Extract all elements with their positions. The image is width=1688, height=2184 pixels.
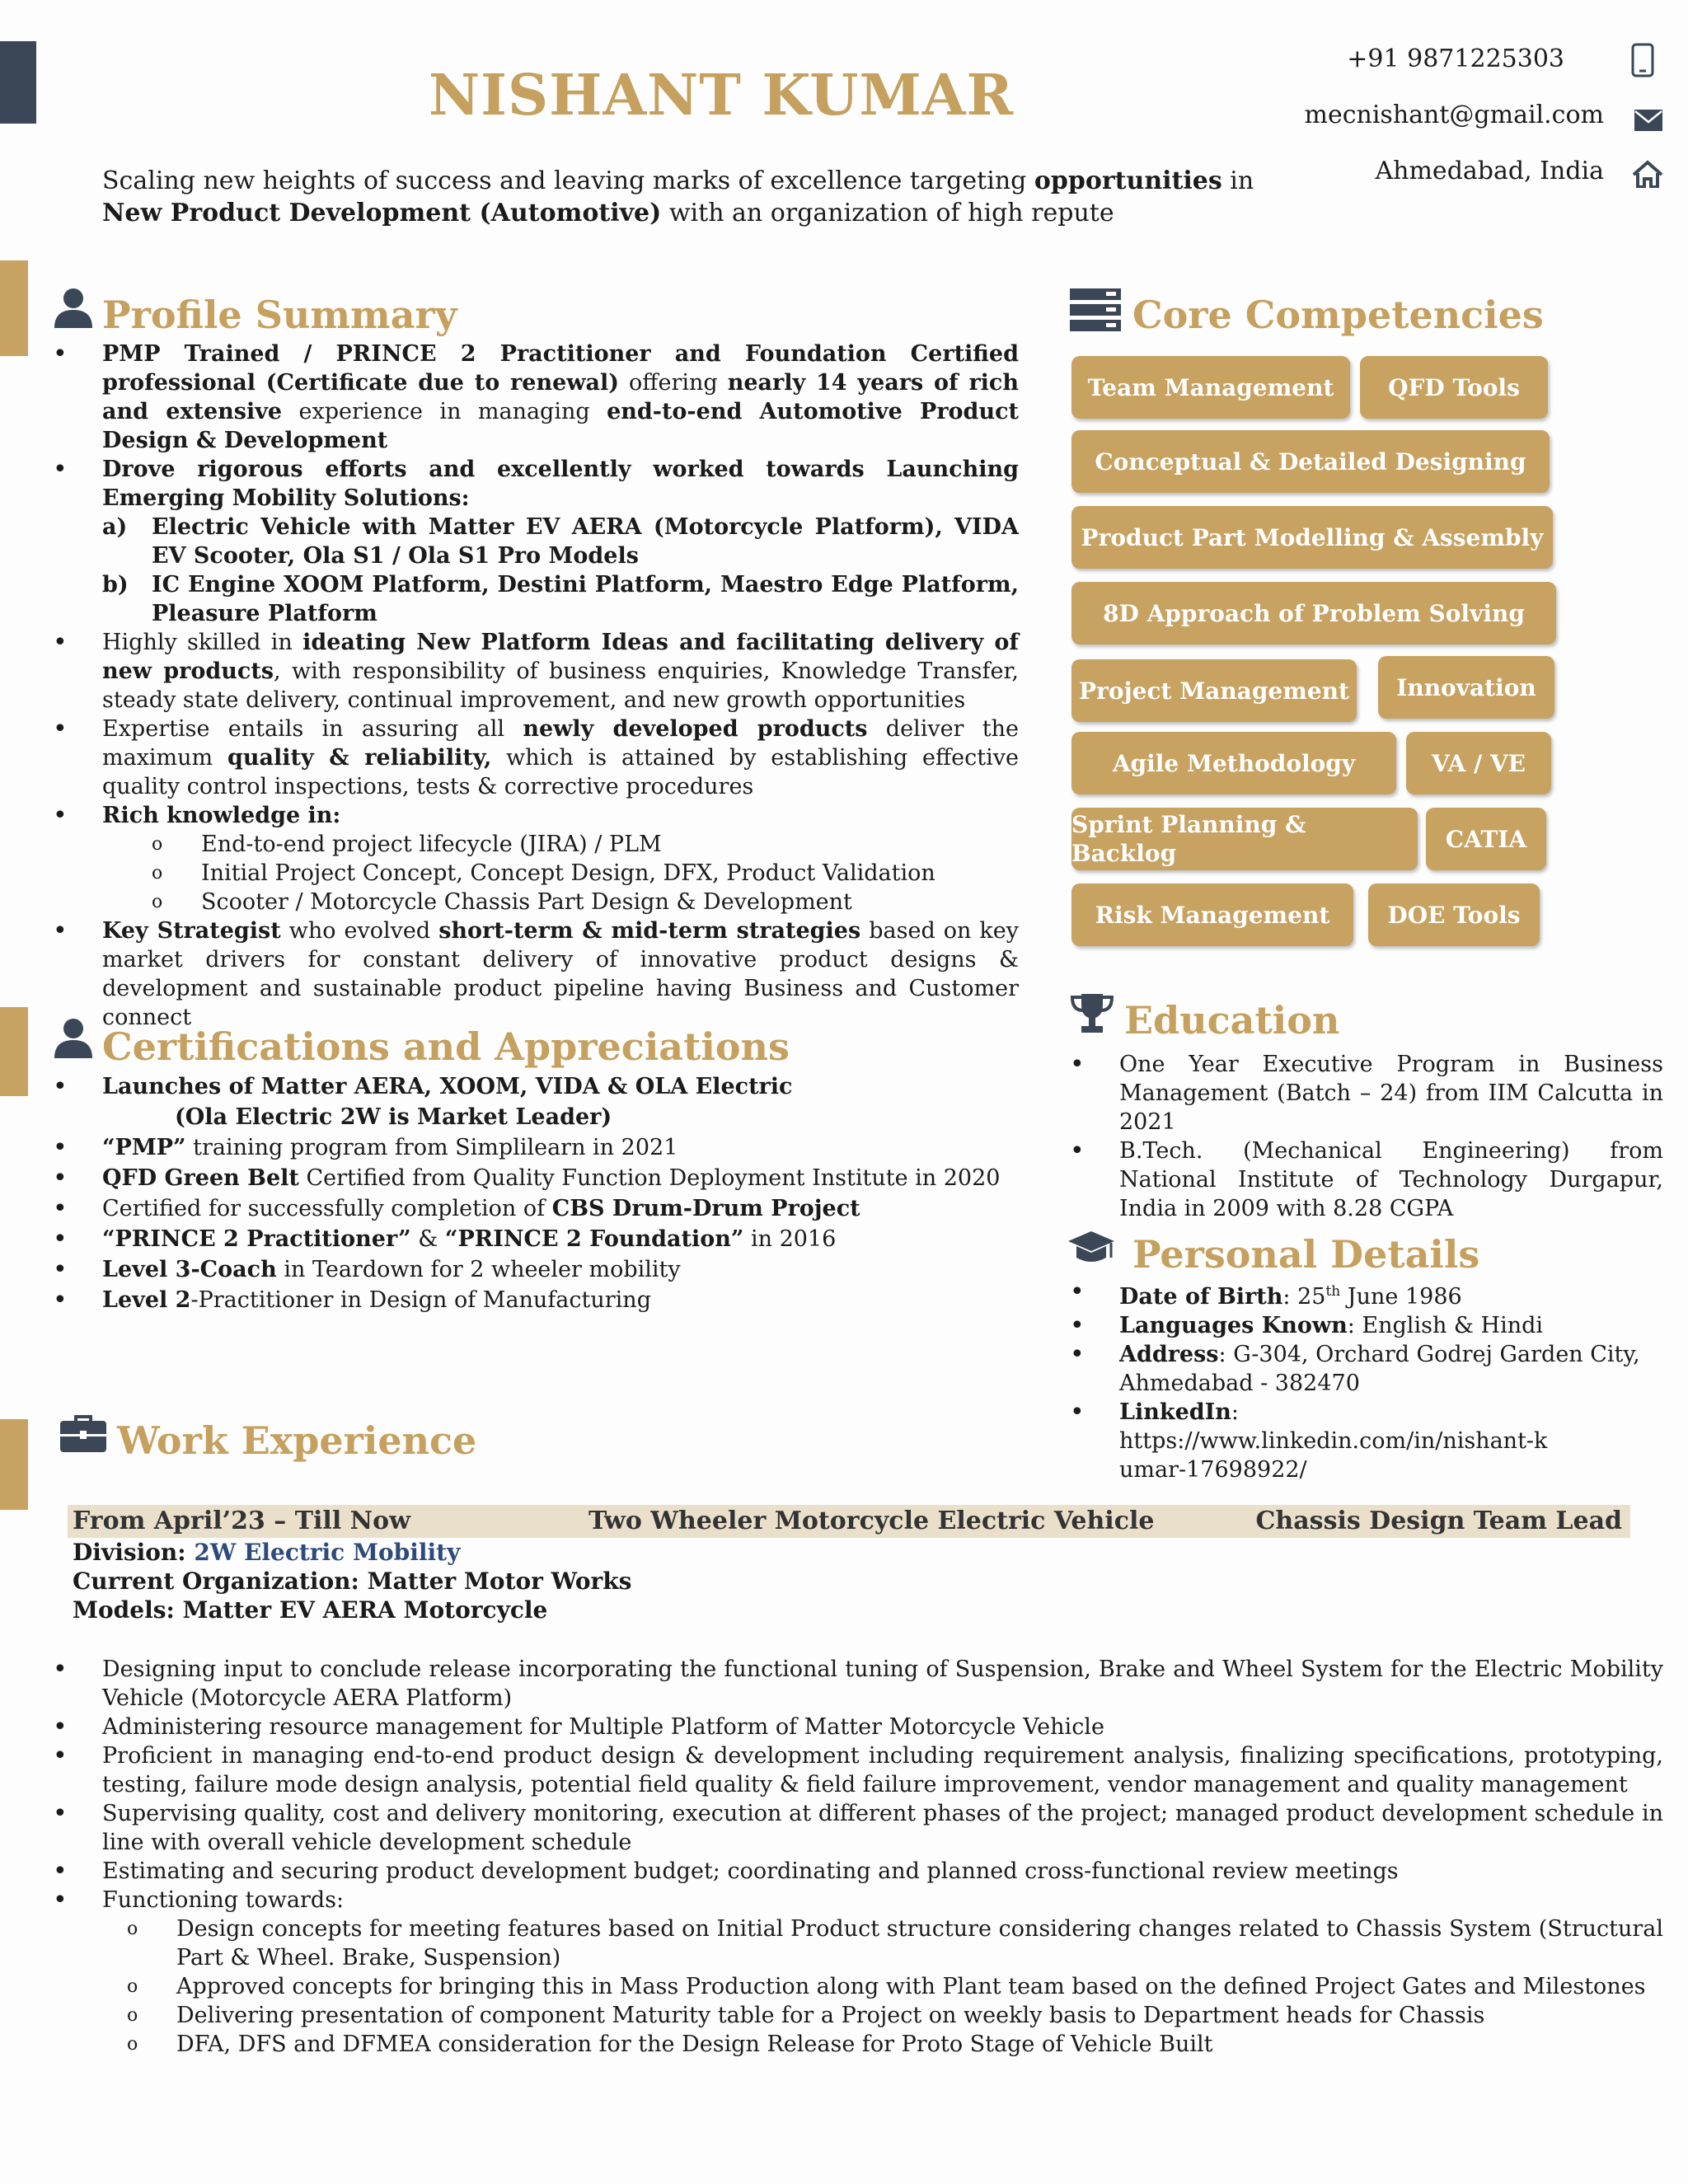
skill-chip: QFD Tools — [1360, 356, 1548, 419]
list-item: • Level 3-Coach in Teardown for 2 wheeler mobility — [53, 1254, 1025, 1285]
certs-list — [53, 1071, 1025, 1315]
skill-chip: Team Management — [1071, 356, 1350, 419]
skill-chip: Conceptual & Detailed Designing — [1071, 430, 1550, 493]
skill-chip: CATIA — [1426, 808, 1546, 870]
list-item: • LinkedIn: https://www.linkedin.com/in/nishant-kumar-17698922/ — [1070, 1398, 1647, 1484]
work-accent-bar — [0, 1419, 28, 1510]
list-item: o Delivering presentation of component Maturity table for a Project on weekly basis to Department heads for Chassis — [127, 2001, 1663, 2030]
skill-chip: 8D Approach of Problem Solving — [1071, 582, 1556, 644]
linkedin-link[interactable]: https://www.linkedin.com/in/nishant-kumar-17698922/ — [1119, 1428, 1548, 1483]
skill-chip: Agile Methodology — [1071, 732, 1396, 794]
list-item: • Date of Birth: 25th June 1986 — [1070, 1277, 1647, 1311]
skill-chip: Product Part Modelling & Assembly — [1071, 506, 1553, 569]
list-item: • QFD Green Belt Certified from Quality Function Deployment Institute in 2020 — [53, 1163, 1025, 1193]
list-item: o DFA, DFS and DFMEA consideration for the Design Release for Proto Stage of Vehicle Built — [127, 2030, 1663, 2059]
list-item: • Key Strategist who evolved short-term & mid-term strategies based on key market drivers for constant delivery of innovative product designs & development and sustainable product pipeline having Business and Customer connect — [53, 916, 1019, 1032]
work-title: Work Experience — [117, 1418, 477, 1463]
list-item: o Approved concepts for bringing this in Mass Production along with Plant team based on the defined Project Gates and Milestones — [127, 1972, 1663, 2001]
work-list — [53, 1655, 1663, 2059]
skill-chip: Sprint Planning & Backlog — [1071, 808, 1418, 870]
list-item: a) Electric Vehicle with Matter EV AERA (Motorcycle Platform), VIDA EV Scooter, Ola S1 / Ola S1 Pro Models — [102, 514, 1019, 569]
job-header-band — [68, 1505, 1630, 1538]
list-item: • “PRINCE 2 Practitioner” & “PRINCE 2 Foundation” in 2016 — [53, 1224, 1025, 1254]
list-item: • PMP Trained / PRINCE 2 Practitioner and Foundation Certified professional (Certificate due to renewal) offering nearly 14 years of rich and extensive experience in managing end-to-end Automotive Product Design & Development — [53, 340, 1019, 455]
profile-list — [53, 340, 1019, 1032]
certs-accent-bar — [0, 1007, 28, 1096]
user-icon — [53, 1017, 94, 1058]
graduation-cap-icon — [1067, 1230, 1116, 1268]
list-item: b) IC Engine XOOM Platform, Destini Platform, Maestro Edge Platform, Pleasure Platform — [102, 572, 1019, 626]
job-division: Division: 2W Electric Mobility — [73, 1539, 461, 1566]
education-list — [1070, 1050, 1663, 1223]
list-item: • Supervising quality, cost and delivery monitoring, execution at different phases of the project; managed product development schedule in line with overall vehicle development schedule — [53, 1799, 1663, 1857]
list-item: • Launches of Matter AERA, XOOM, VIDA & OLA Electric (Ola Electric 2W is Market Leader) — [53, 1071, 1025, 1132]
education-title: Education — [1124, 998, 1340, 1043]
skill-chip: Project Management — [1071, 659, 1357, 722]
list-item: • Address: G-304, Orchard Godrej Garden City, Ahmedabad - 382470 — [1070, 1340, 1647, 1398]
profile-accent-bar — [0, 260, 28, 356]
list-item: • Drove rigorous efforts and excellently worked towards Launching Emerging Mobility Solutions: a) Electric Vehicle with Matter EV AERA (Motorcycle Platform), VIDA EV Scooter, Ola S1 / Ola S1 Pro Models b) IC Engine XOOM Platform, Destini Platform, Maestro Edge Platform, Pleasure Platform — [53, 455, 1019, 628]
list-item: • Expertise entails in assuring all newly developed products deliver the maximum quality & reliability, which is attained by establishing effective quality control inspections, tests & corrective procedures — [53, 715, 1019, 801]
personal-title: Personal Details — [1132, 1232, 1480, 1277]
candidate-name: NISHANT KUMAR — [429, 63, 1015, 129]
location: Ahmedabad, India — [1375, 157, 1604, 185]
skill-chip: Innovation — [1378, 656, 1554, 719]
briefcase-icon — [59, 1414, 107, 1454]
list-item: • Administering resource management for Multiple Platform of Matter Motorcycle Vehicle — [53, 1713, 1663, 1741]
skill-chip: Risk Management — [1071, 883, 1353, 946]
skill-chip: VA / VE — [1406, 732, 1551, 794]
header-accent-bar — [0, 41, 36, 124]
email-address[interactable]: mecnishant@gmail.com — [1304, 101, 1604, 129]
list-item: • Certified for successfully completion of CBS Drum-Drum Project — [53, 1193, 1025, 1224]
list-item: • Level 2-Practitioner in Design of Manufacturing — [53, 1285, 1025, 1315]
list-item: • Functioning towards: o Design concepts for meeting features based on Initial Product structure considering changes related to Chassis System (Structural Part & Wheel. Brake, Suspension) o Approved concepts for bringing this in Mass Production along with Plant team based on the defined Project Gates and Milestones o Delivering presentation of component Maturity table for a Project on weekly basis to Department heads for Chassis o DFA, DFS and DFMEA consideration for the Design Release for Proto Stage of Vehicle Built — [53, 1886, 1663, 2059]
list-item: • Estimating and securing product development budget; coordinating and planned cross-functional review meetings — [53, 1857, 1663, 1886]
list-item: • Designing input to conclude release incorporating the functional tuning of Suspension, Brake and Wheel System for the Electric Mobility Vehicle (Motorcycle AERA Platform) — [53, 1655, 1663, 1713]
phone-icon — [1630, 43, 1655, 77]
list-item: o Initial Project Concept, Concept Design, DFX, Product Validation — [152, 859, 1019, 888]
list-item: • B.Tech. (Mechanical Engineering) from National Institute of Technology Durgapur, India in 2009 with 8.28 CGPA — [1070, 1137, 1663, 1223]
list-item: o Design concepts for meeting features based on Initial Product structure considering changes related to Chassis System (Structural Part & Wheel. Brake, Suspension) — [127, 1915, 1663, 1972]
job-role: Chassis Design Team Lead — [1255, 1507, 1622, 1535]
phone-number: +91 9871225303 — [1347, 45, 1564, 73]
list-item: o Scooter / Motorcycle Chassis Part Design & Development — [152, 888, 1019, 916]
competencies-title: Core Competencies — [1132, 293, 1544, 337]
job-models: Models: Matter EV AERA Motorcycle — [73, 1596, 548, 1624]
server-icon — [1070, 288, 1121, 331]
skill-chip: DOE Tools — [1368, 883, 1540, 946]
job-domain: Two Wheeler Motorcycle Electric Vehicle — [588, 1507, 1155, 1535]
job-period: From April’23 – Till Now — [73, 1507, 410, 1535]
job-organization: Current Organization: Matter Motor Works — [73, 1568, 632, 1595]
personal-list — [1070, 1277, 1647, 1484]
list-item: • Proficient in managing end-to-end product design & development including requirement analysis, finalizing specifications, prototyping, testing, failure mode design analysis, potential field quality & field failure improvement, vendor management and quality management — [53, 1741, 1663, 1799]
list-item: • One Year Executive Program in Business Management (Batch – 24) from IIM Calcutta in 2021 — [1070, 1050, 1663, 1137]
profile-title: Profile Summary — [102, 293, 457, 337]
list-item: • Rich knowledge in: o End-to-end project lifecycle (JIRA) / PLM o Initial Project Concept, Concept Design, DFX, Product Validation o Scooter / Motorcycle Chassis Part Design & Development — [53, 801, 1019, 916]
list-item: o End-to-end project lifecycle (JIRA) / PLM — [152, 830, 1019, 859]
user-icon — [53, 287, 94, 328]
tagline: Scaling new heights of success and leaving marks of excellence targeting opportunities in New Product Development (Automotive) with an organization of high repute — [102, 166, 1254, 227]
list-item: • Highly skilled in ideating New Platform Ideas and facilitating delivery of new products, with responsibility of business enquiries, Knowledge Transfer, steady state delivery, continual improvement, and new growth opportunities — [53, 628, 1019, 715]
list-item: • “PMP” training program from Simplilearn in 2021 — [53, 1132, 1025, 1163]
certs-title: Certifications and Appreciations — [102, 1024, 790, 1069]
home-icon — [1632, 160, 1663, 188]
list-item: • Languages Known: English & Hindi — [1070, 1311, 1647, 1340]
job-meta — [73, 1538, 631, 1624]
email-icon — [1634, 109, 1663, 132]
trophy-icon — [1070, 992, 1114, 1033]
